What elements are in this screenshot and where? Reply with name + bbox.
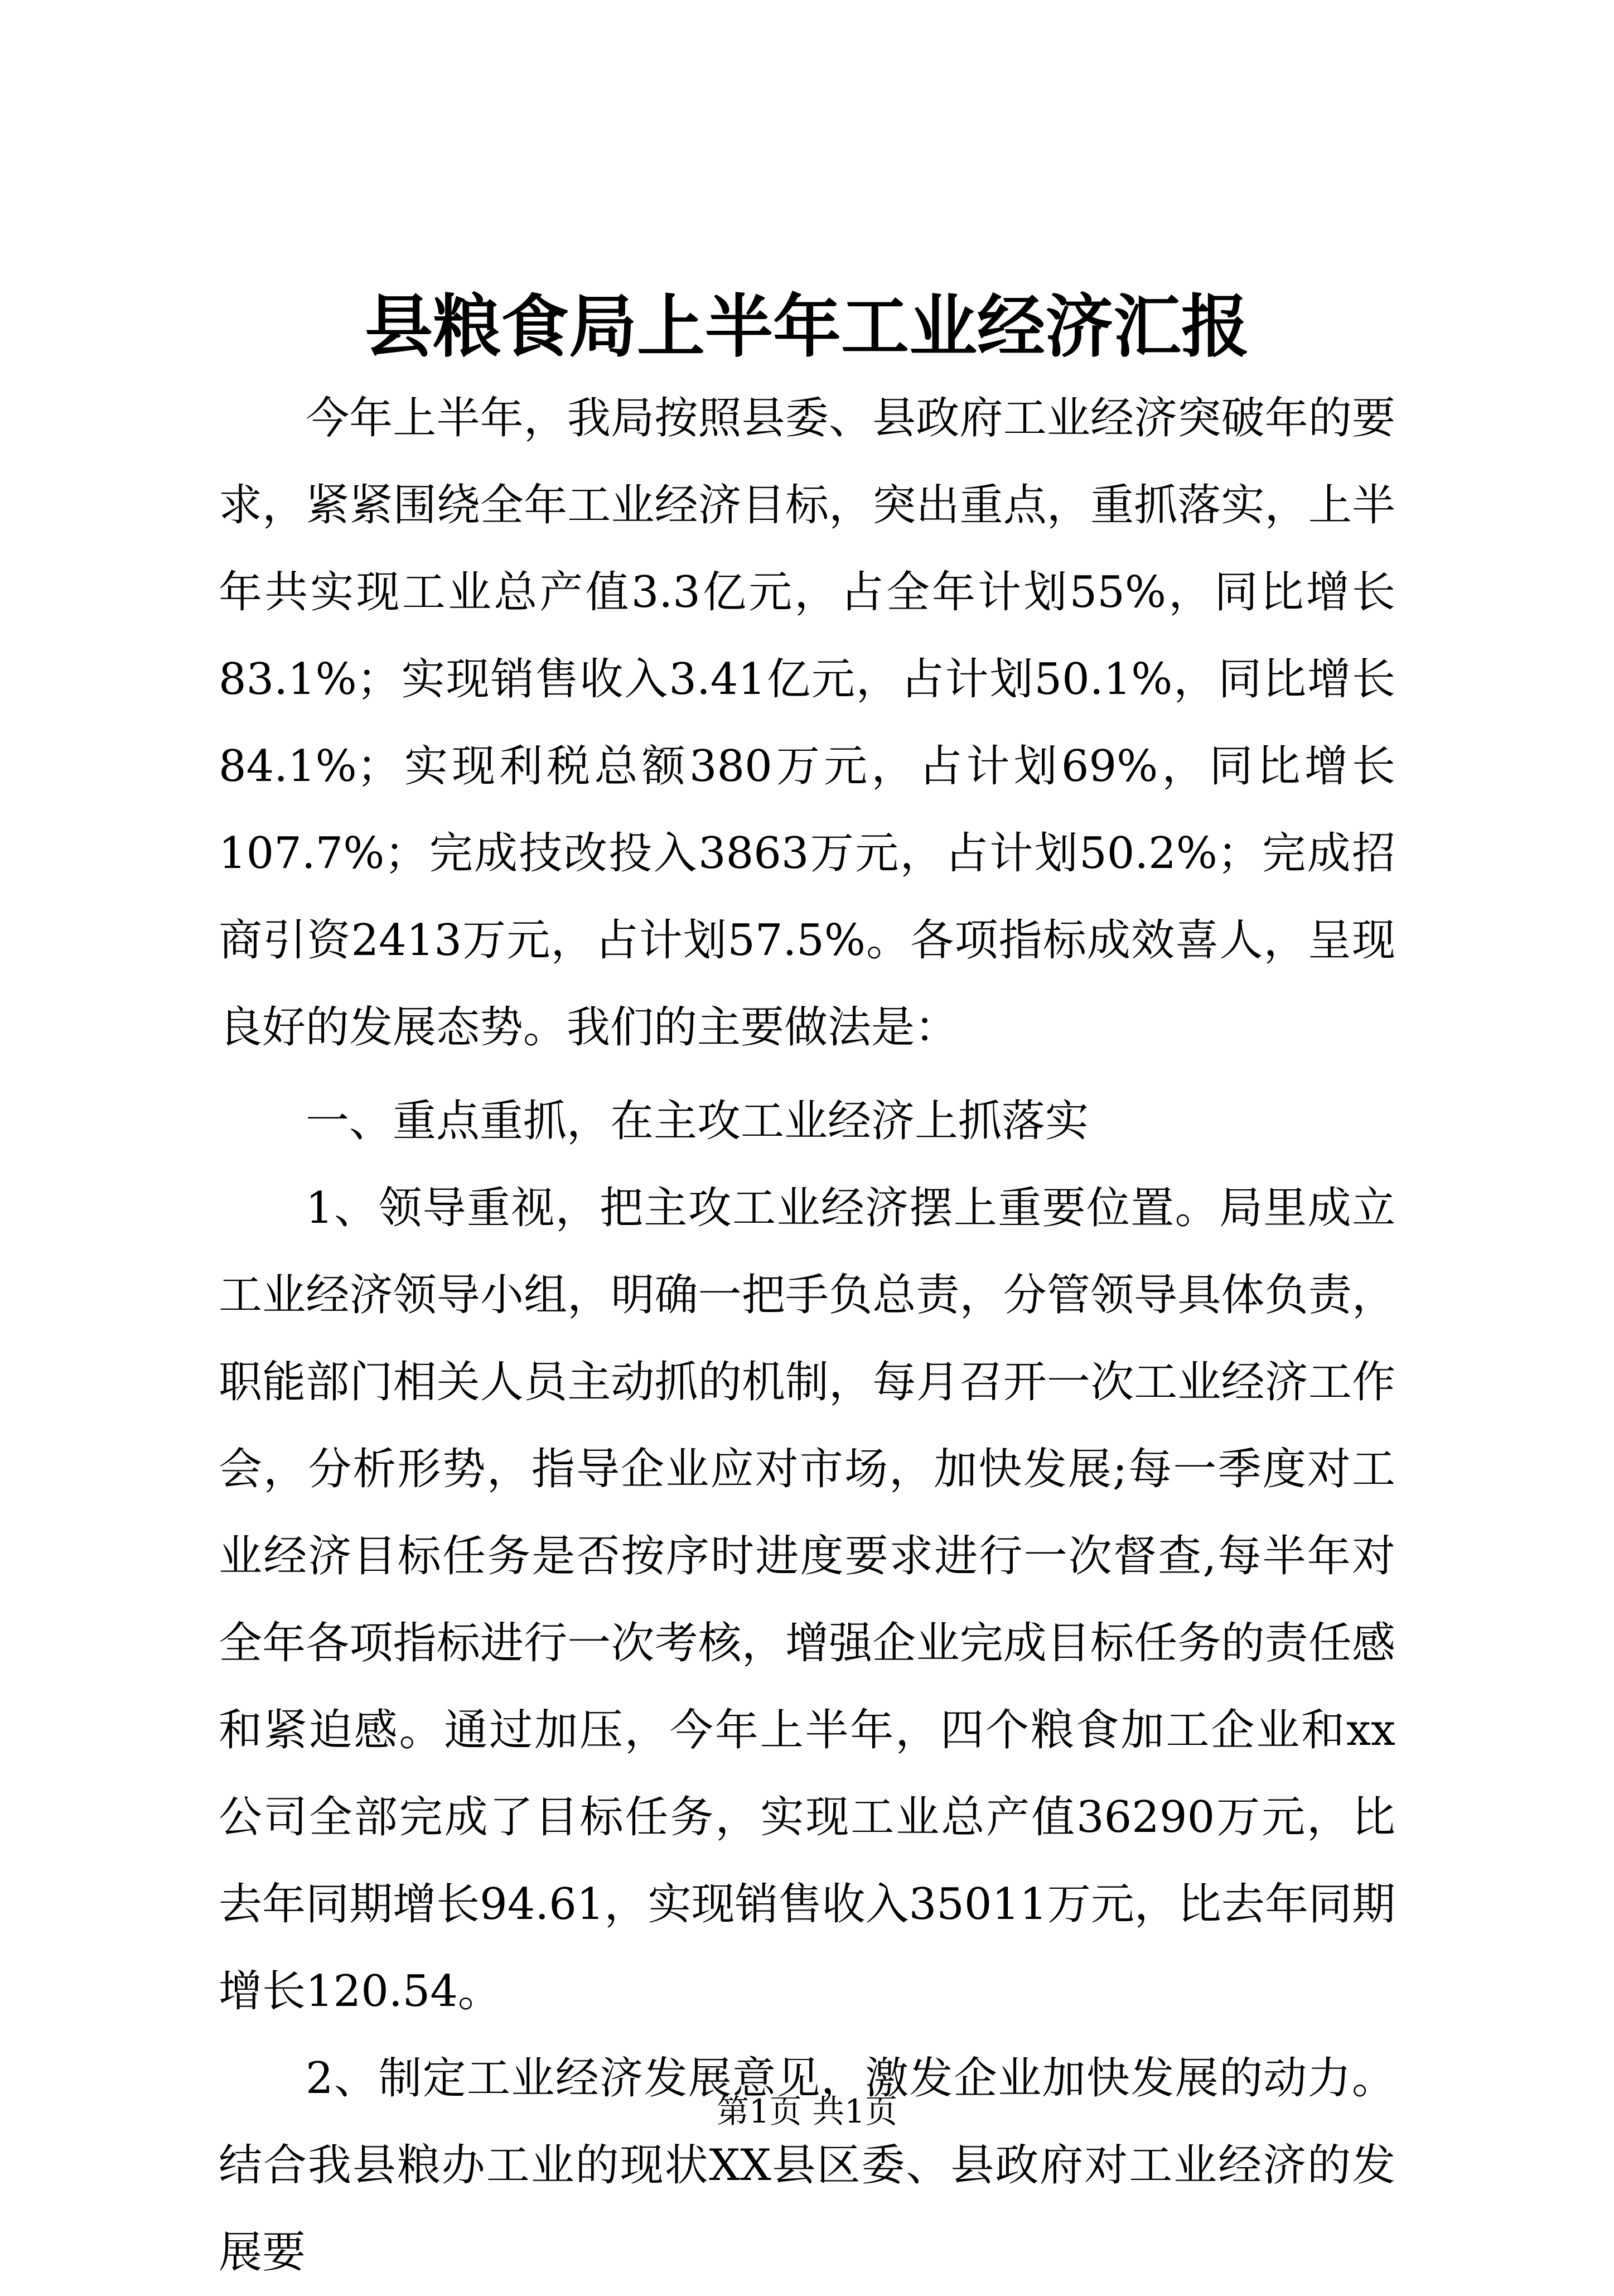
item-2-paragraph: 2、制定工业经济发展意见，激发企业加快发展的动力。结合我县粮办工业的现状XX县区委、县政府对工业经济的发展要 xyxy=(219,2053,1395,2278)
item-1-paragraph: 1、领导重视，把主攻工业经济摆上重要位置。局里成立工业经济领导小组，明确一把手负总责，分管领导具体负责，职能部门相关人员主动抓的机制，每月召开一次工业经济工作会，分析形势，指导企业应对市场，加快发展;每一季度对工业经济目标任务是否按序时进度要求进行一次督查,每半年对全年各项指标进行一次考核，增强企业完成目标任务的责任感和紧迫感。通过加压，今年上半年，四个粮食加工企业和xx公司全部完成了目标任务，实现工业总产值36290万元，比去年同期增长94.61，实现销售收入35011万元，比去年同期增长120.54。 xyxy=(219,1183,1395,2017)
intro-paragraph: 今年上半年，我局按照县委、县政府工业经济突破年的要求，紧紧围绕全年工业经济目标，突出重点，重抓落实，上半年共实现工业总产值3.3亿元，占全年计划55%，同比增长83.1%；实现销售收入3.41亿元，占计划50.1%，同比增长84.1%；实现利税总额380万元，占计划69%，同比增长107.7%；完成技改投入3863万元，占计划50.2%；完成招商引资2413万元，占计划57.5%。各项指标成效喜人，呈现良好的发展态势。我们的主要做法是： xyxy=(219,393,1395,1053)
document-body xyxy=(219,375,1395,2296)
document-title: 县粮食局上半年工业经济汇报 xyxy=(365,286,1249,366)
page-number-footer: 第1页 共1页 xyxy=(716,2092,898,2130)
section-heading: 一、重点重抓，在主攻工业经济上抓落实 xyxy=(306,1096,1089,1146)
